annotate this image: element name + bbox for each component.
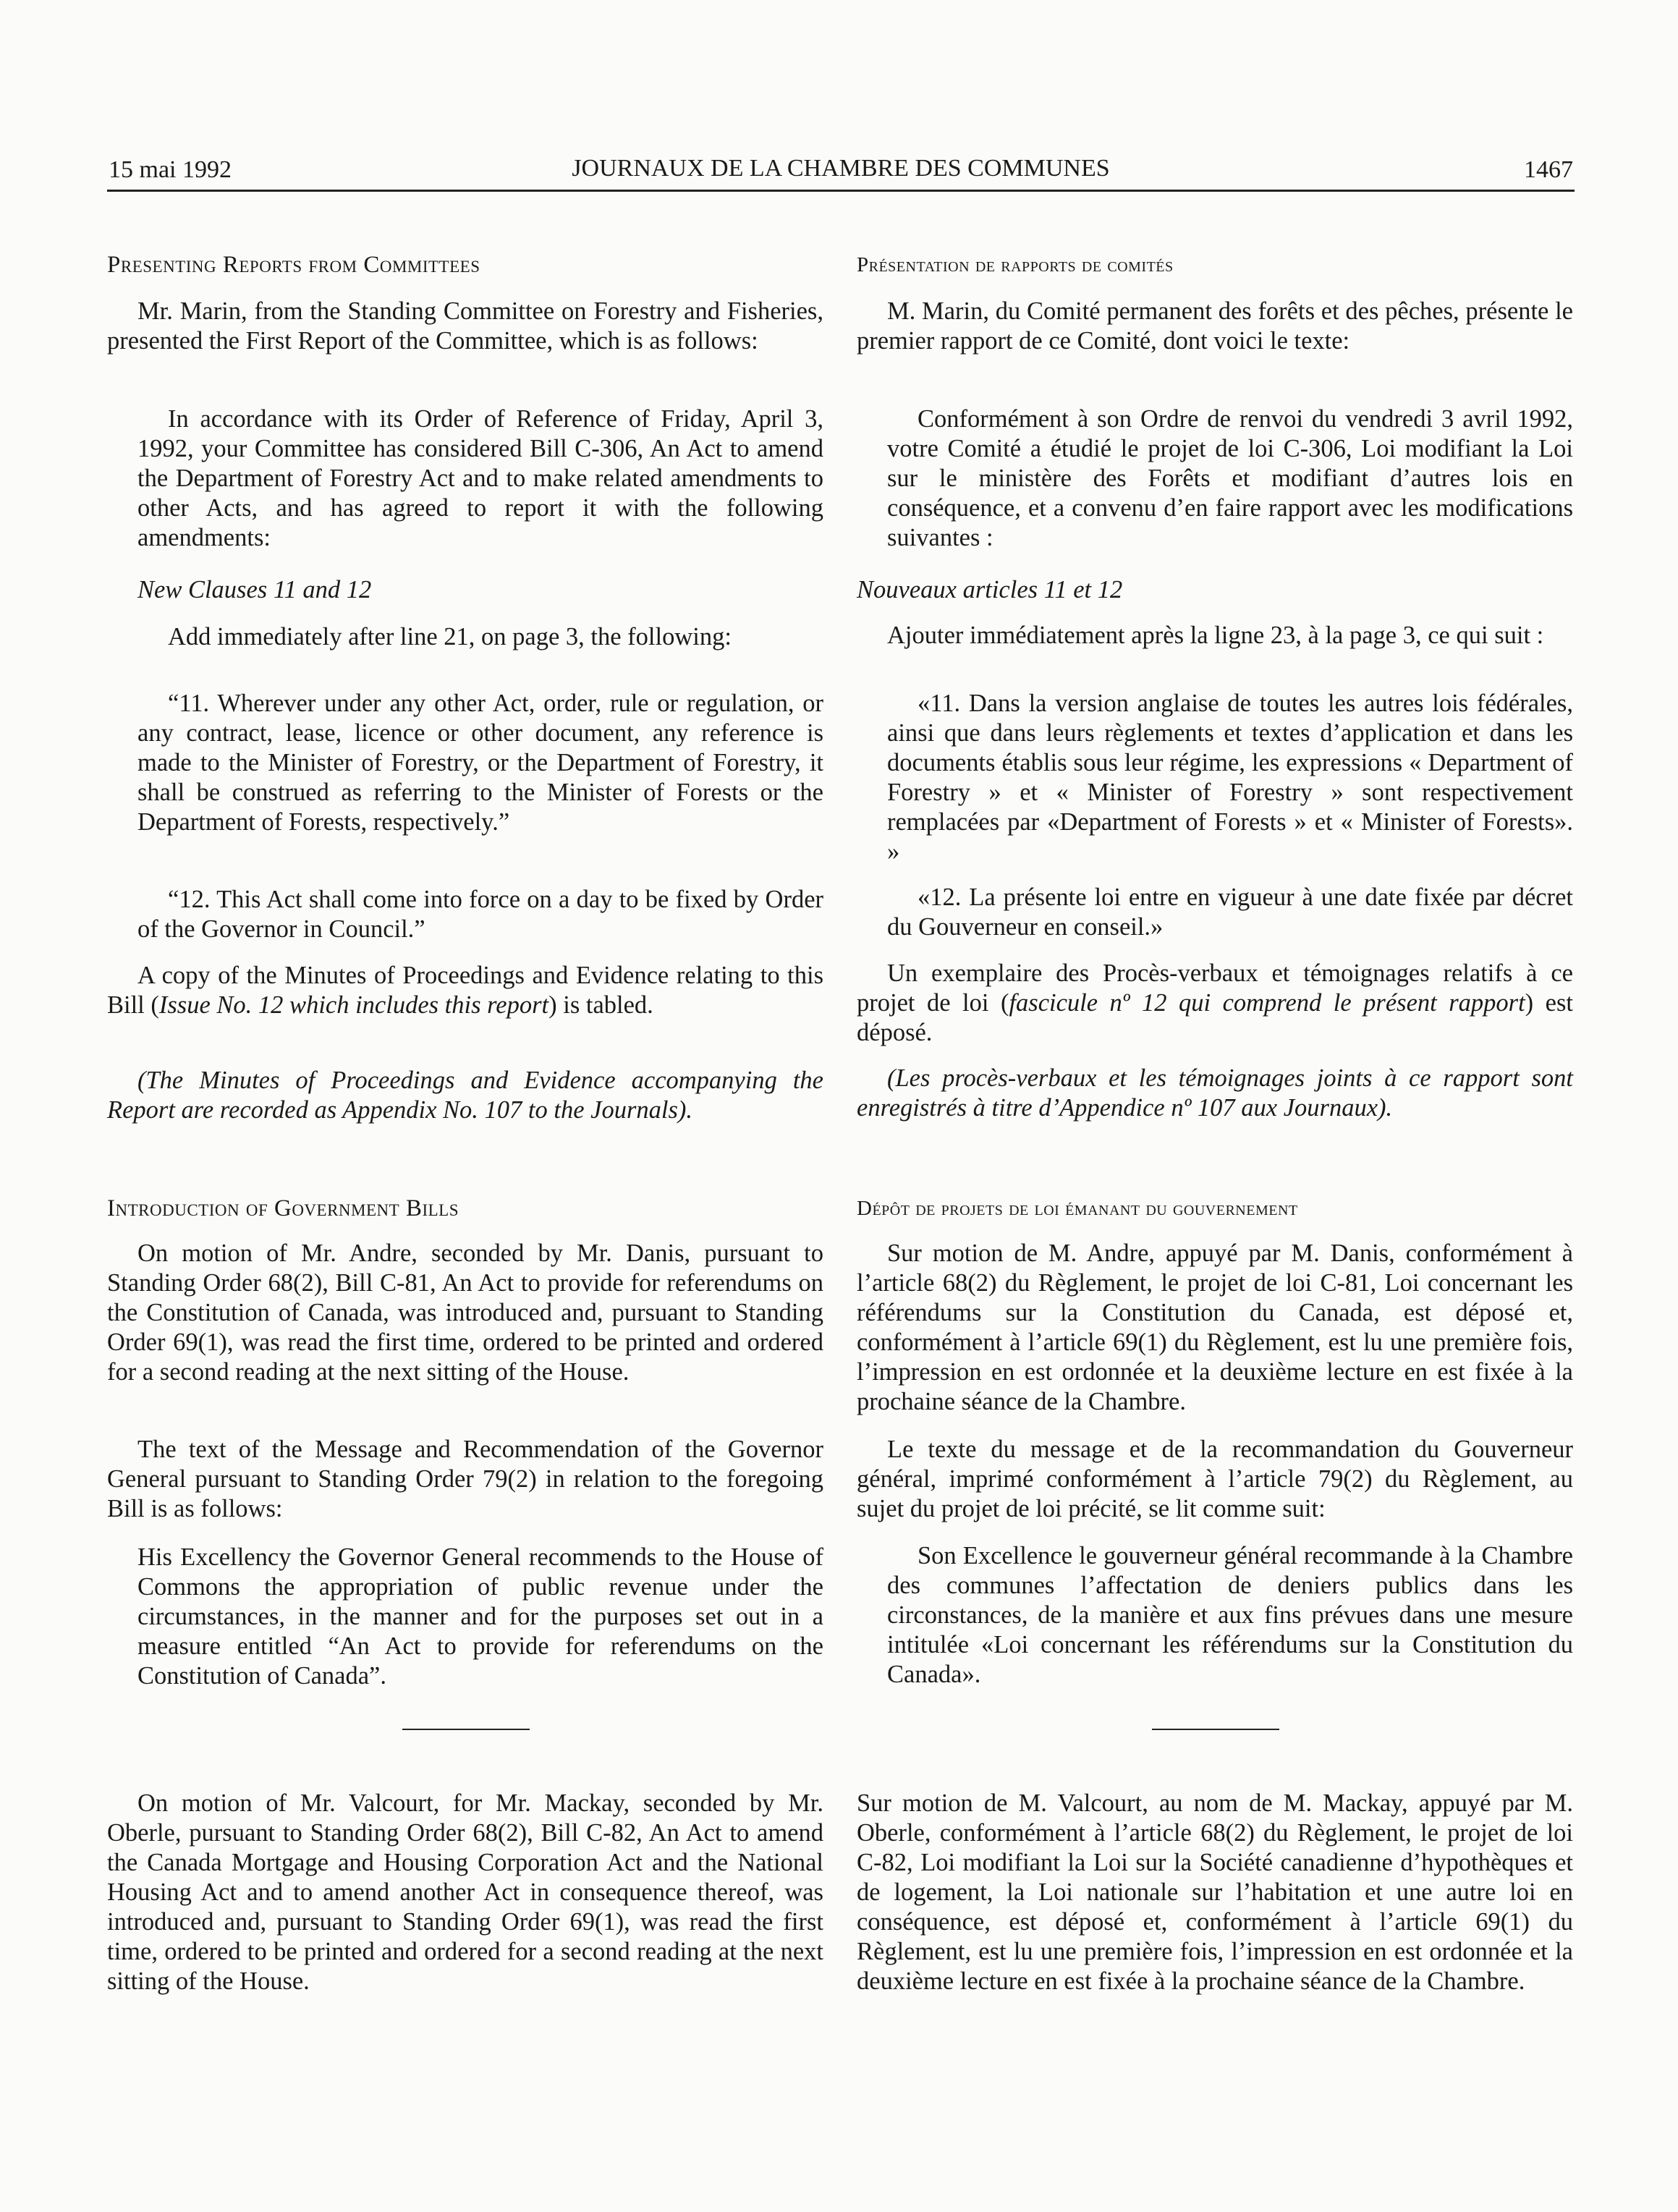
appendix-note-fr: (Les procès-verbaux et les témoignages joints à ce rapport sont enregistrés à titre d’Appendice nº 107 aux Journaux). <box>857 1064 1573 1122</box>
bills-heading-fr: Dépôt de projets de loi émanant du gouvernement <box>857 1197 1298 1220</box>
add-after-fr: Ajouter immédiatement après la ligne 23, à la page 3, ce qui suit : <box>887 622 1544 649</box>
message-body-en: His Excellency the Governor General recommends to the House of Commons the appropriation of public revenue under the circumstances, in the manner and for the purposes set out in a measure entitled “An Act to provide for referendums on the Constitution of Canada”. <box>137 1543 823 1690</box>
reports-intro-fr: M. Marin, du Comité permanent des forêts et des pêches, présente le premier rapport de ce Comité, dont voici le texte: <box>857 297 1573 355</box>
new-clauses-fr: Nouveaux articles 11 et 12 <box>857 576 1123 603</box>
appendix-note-en: (The Minutes of Proceedings and Evidence accompanying the Report are recorded as Appendix No. 107 to the Journals). <box>107 1067 823 1124</box>
message-intro-fr: Le texte du message et de la recommandation du Gouverneur général, imprimé conformément à l’article 79(2) du Règlement, au sujet du projet de loi précité, se lit comme suit: <box>857 1436 1573 1522</box>
message-intro-en: The text of the Message and Recommendation of the Governor General pursuant to Standing Order 79(2) in relation to the foregoing Bill is as follows: <box>107 1436 823 1522</box>
bill-c82-fr: Sur motion de M. Valcourt, au nom de M. Mackay, appuyé par M. Oberle, conformément à l’article 68(2) du Règlement, le projet de loi C-82, Loi modifiant la Loi sur la Société canadienne d’hypothèques et de logement, la Loi nationale sur l’habitation et une autre loi en conséquence, est déposé et, conformément à l’article 69(1) du Règlement, est lu une première fois, l’impression en est ordonnée et la deuxième lecture en est fixée à la prochaine séance de la Chambre. <box>857 1789 1573 1995</box>
reports-heading-en: Presenting Reports from Committees <box>107 252 480 278</box>
copy-tabled-en: A copy of the Minutes of Proceedings and Evidence relating to this Bill (Issue No. 12 which includes this report) is tabled. <box>107 962 823 1019</box>
clause-12-en: “12. This Act shall come into force on a day to be fixed by Order of the Governor in Council.” <box>137 886 823 943</box>
new-clauses-en: New Clauses 11 and 12 <box>137 576 372 603</box>
copy-tabled-fr: Un exemplaire des Procès-verbaux et témoignages relatifs à ce projet de loi (fascicule nº 12 qui comprend le présent rapport) est déposé. <box>857 959 1573 1046</box>
section-divider-en <box>402 1729 530 1730</box>
reports-intro-en: Mr. Marin, from the Standing Committee on Forestry and Fisheries, presented the First Report of the Committee, which is as follows: <box>107 297 823 355</box>
clause-11-en: “11. Wherever under any other Act, order, rule or regulation, or any contract, lease, licence or other document, any reference is made to the Minister of Forestry, or the Department of Forestry, it shall be construed as referring to the Minister of Forests or the Department of Forests, respectively.” <box>137 690 823 836</box>
clause-12-fr: «12. La présente loi entre en vigueur à une date fixée par décret du Gouverneur en conseil.» <box>887 883 1573 941</box>
clause-11-fr: «11. Dans la version anglaise de toutes les autres lois fédérales, ainsi que dans leurs règlements et textes d’application et dans les documents établis sous leur régime, les expressions « Department of Forestry » et « Minister of Forestry » sont respectivement remplacées par «Department of Forests » et « Minister of Forests». » <box>887 690 1573 865</box>
bill-c81-fr: Sur motion de M. Andre, appuyé par M. Danis, conformément à l’article 68(2) du Règlement, le projet de loi C-81, Loi concernant les référendums sur la Constitution du Canada, est déposé et, conformément à l’article 69(1) du Règlement, est lu une première fois, l’impression en est ordonnée et la deuxième lecture en est fixée à la prochaine séance de la Chambre. <box>857 1240 1573 1415</box>
section-divider-fr <box>1152 1729 1279 1730</box>
bills-heading-en: Introduction of Government Bills <box>107 1195 459 1221</box>
message-body-fr: Son Excellence le gouverneur général recommande à la Chambre des communes l’affectation de deniers publics dans les circonstances, de la manière et aux fins prévues dans une mesure intitulée «Loi concernant les référendums sur la Constitution du Canada». <box>887 1542 1573 1688</box>
bill-c81-en: On motion of Mr. Andre, seconded by Mr. Danis, pursuant to Standing Order 68(2), Bill C-81, An Act to provide for referendums on the Constitution of Canada, was introduced and, pursuant to Standing Order 69(1), was read the first time, ordered to be printed and ordered for a second reading at the next sitting of the House. <box>107 1240 823 1386</box>
bill-c82-en: On motion of Mr. Valcourt, for Mr. Mackay, seconded by Mr. Oberle, pursuant to Standing Order 68(2), Bill C-82, An Act to amend the Canada Mortgage and Housing Corporation Act and the National Housing Act and to amend another Act in consequence thereof, was introduced and, pursuant to Standing Order 69(1), was read the first time, ordered to be printed and ordered for a second reading at the next sitting of the House. <box>107 1789 823 1995</box>
page-number: 1467 <box>1524 156 1573 183</box>
report-body-fr: Conformément à son Ordre de renvoi du vendredi 3 avril 1992, votre Comité a étudié le projet de loi C-306, Loi modifiant la Loi sur le ministère des Forêts et modifiant d’autres lois en conséquence, et a convenu d’en faire rapport avec les modifications suivantes : <box>887 405 1573 551</box>
running-header <box>107 152 1575 192</box>
add-after-en: Add immediately after line 21, on page 3, the following: <box>168 623 732 651</box>
header-date: 15 mai 1992 <box>109 156 232 183</box>
report-body-en: In accordance with its Order of Reference of Friday, April 3, 1992, your Committee has considered Bill C-306, An Act to amend the Department of Forestry Act and to make related amendments to other Acts, and has agreed to report it with the following amendments: <box>137 405 823 551</box>
reports-heading-fr: Présentation de rapports de comités <box>857 253 1174 276</box>
journal-title: JOURNAUX DE LA CHAMBRE DES COMMUNES <box>572 155 1110 182</box>
